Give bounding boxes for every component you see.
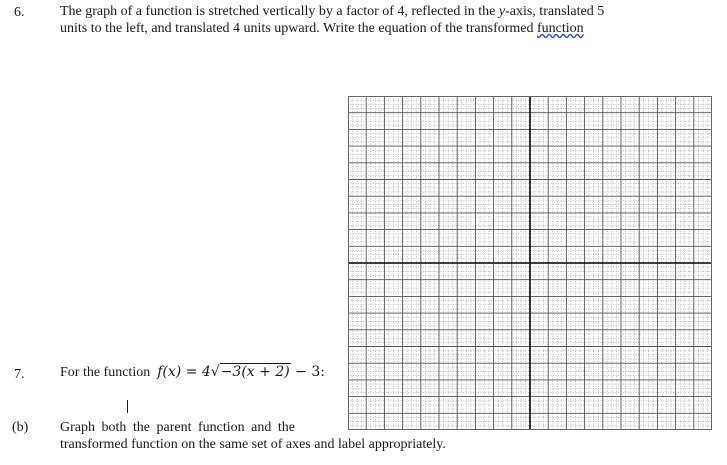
- question-6-text: [60, 3, 720, 37]
- question-6-number: 6.: [14, 5, 25, 20]
- function-tail: − 3:: [290, 364, 325, 380]
- question-7b-line-2: transformed function on the same set of axes and label appropriately.: [60, 437, 446, 452]
- question-7b-line-1: Graph both the parent function and the: [60, 420, 295, 435]
- spellcheck-word: function: [537, 21, 584, 36]
- question-7-text: [60, 364, 325, 381]
- y-variable: y: [498, 4, 506, 19]
- radical-sign: √: [210, 364, 220, 380]
- question-6-line-2: units to the left, and translated 4 units upward. Write the equation of the transformed function: [60, 21, 584, 36]
- radicand: −3(x + 2): [220, 364, 290, 380]
- function-expression: f(x) = 4√−3(x + 2) − 3:: [157, 364, 325, 380]
- question-7b-label: (b): [12, 420, 29, 435]
- square-root: [211, 364, 291, 380]
- question-7-intro: For the function: [60, 365, 151, 380]
- graph-grid: [348, 96, 712, 430]
- question-7-number: 7.: [14, 367, 25, 382]
- text-cursor: [127, 400, 128, 413]
- question-6-line-1: The graph of a function is stretched vertically by a factor of 4, reflected in the y-axis, translated 5: [60, 4, 605, 19]
